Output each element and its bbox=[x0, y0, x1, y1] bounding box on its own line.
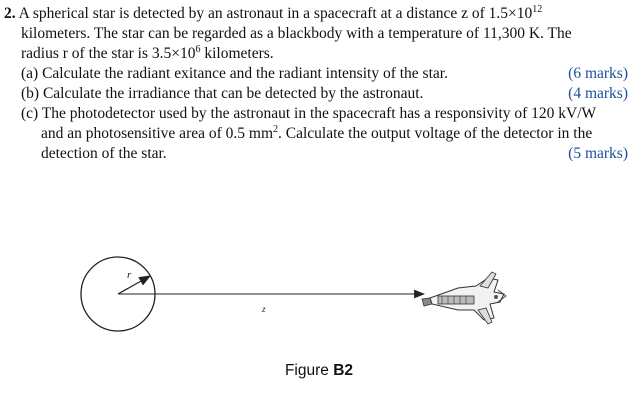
part-c-text: (c) The photodetector used by the astronaut in the spacecraft has a responsivity of 120 kV/W bbox=[21, 105, 597, 122]
question-block bbox=[4, 4, 634, 164]
area-exponent: 2 bbox=[273, 124, 279, 135]
part-b bbox=[4, 84, 634, 104]
distance-exponent: 12 bbox=[532, 4, 543, 15]
caption-prefix: Figure bbox=[284, 362, 334, 379]
caption-id: B2 bbox=[333, 362, 354, 379]
radius-exponent: 6 bbox=[195, 44, 201, 55]
part-a-text: (a) Calculate the radiant exitance and the radiant intensity of the star. bbox=[21, 65, 448, 82]
part-c-text-3: detection of the star. bbox=[41, 145, 167, 162]
intro-line-1 bbox=[4, 4, 634, 24]
part-a bbox=[4, 64, 634, 84]
intro-line-2 bbox=[4, 24, 634, 44]
part-c-line-3 bbox=[4, 144, 634, 164]
part-c-line-2 bbox=[4, 124, 634, 144]
part-c-text-2a: and an photosensitive area of 0.5 mm bbox=[41, 125, 274, 142]
question-number: 2. bbox=[4, 5, 16, 22]
part-c bbox=[4, 104, 634, 124]
part-b-text: (b) Calculate the irradiance that can be detected by the astronaut. bbox=[21, 85, 424, 102]
part-c-marks: (5 marks) bbox=[568, 145, 628, 162]
distance-label: z bbox=[262, 304, 266, 314]
part-c-text-2b: . Calculate the output voltage of the detector in the bbox=[278, 125, 593, 142]
intro-text-3: radius r of the star is 3.5×10 bbox=[21, 45, 196, 62]
radius-label: r bbox=[127, 269, 132, 281]
radius-arrow bbox=[118, 276, 150, 294]
intro-text-3b: kilometers. bbox=[200, 45, 274, 62]
spacecraft-icon bbox=[422, 272, 506, 324]
part-b-marks: (4 marks) bbox=[568, 85, 628, 102]
figure-caption bbox=[0, 362, 638, 380]
intro-line-3 bbox=[4, 44, 634, 64]
intro-text-1: A spherical star is detected by an astronaut in a spacecraft at a distance z of 1.5×10 bbox=[18, 5, 533, 22]
part-a-marks: (6 marks) bbox=[568, 65, 628, 82]
intro-text-2: kilometers. The star can be regarded as a blackbody with a temperature of 11,300 K. The bbox=[21, 25, 572, 42]
